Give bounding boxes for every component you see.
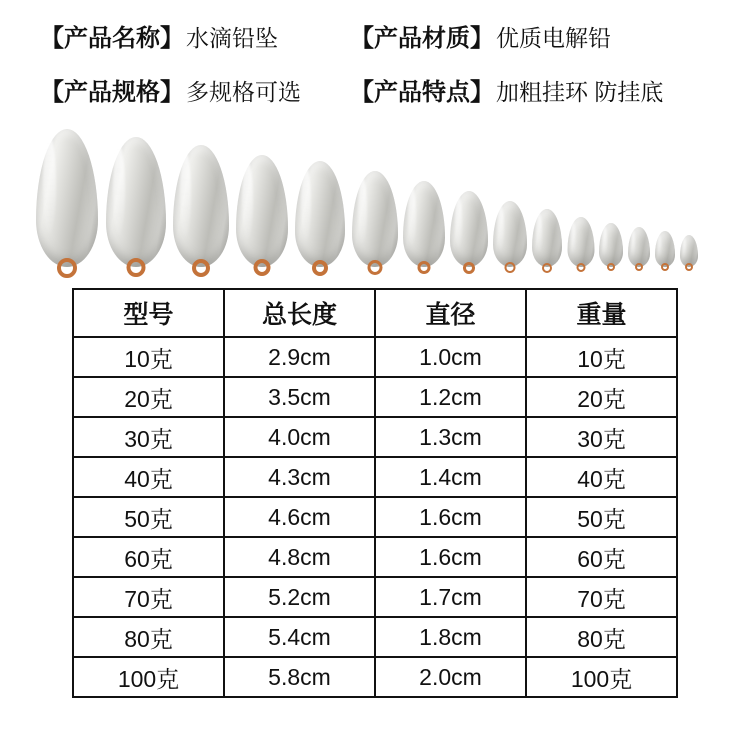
sinker-hanging-ring: [505, 262, 516, 273]
spec-value-product-material: 优质电解铅: [496, 25, 611, 51]
sinker-body: [599, 223, 623, 267]
spec-row-1: [40, 18, 720, 52]
sinker-15: [680, 231, 698, 283]
table-cell: 1.7cm: [375, 577, 526, 617]
table-row: [73, 497, 677, 537]
sinker-hanging-ring: [635, 263, 643, 271]
table-cell: 4.6cm: [224, 497, 375, 537]
sinker-12: [599, 219, 623, 283]
sinker-body: [106, 137, 166, 267]
table-cell: 10克: [73, 337, 224, 377]
table-cell: 70克: [526, 577, 677, 617]
spec-product-material: [350, 18, 611, 53]
sinker-13: [628, 223, 650, 283]
table-cell: 30克: [526, 417, 677, 457]
table-row: [73, 337, 677, 377]
table-cell: 40克: [73, 457, 224, 497]
table-cell: 20克: [526, 377, 677, 417]
spec-label-product-feature: 【产品特点】: [350, 79, 494, 106]
table-cell: 1.2cm: [375, 377, 526, 417]
table-cell: 3.5cm: [224, 377, 375, 417]
table-cell: 5.2cm: [224, 577, 375, 617]
table-cell: 1.6cm: [375, 537, 526, 577]
sinker-4: [236, 151, 288, 283]
sinker-body: [655, 231, 675, 267]
spec-product-size: [40, 72, 350, 107]
table-cell: 10克: [526, 337, 677, 377]
sinker-hanging-ring: [192, 259, 210, 277]
sinker-hanging-ring: [576, 263, 585, 272]
table-cell: 1.0cm: [375, 337, 526, 377]
sinker-illustration-row: [18, 108, 732, 283]
table-cell: 20克: [73, 377, 224, 417]
table-cell: 1.6cm: [375, 497, 526, 537]
sinker-body: [352, 171, 398, 267]
table-cell: 1.3cm: [375, 417, 526, 457]
table-cell: 100克: [526, 657, 677, 697]
table-row: [73, 577, 677, 617]
table-cell: 100克: [73, 657, 224, 697]
table-cell: 2.9cm: [224, 337, 375, 377]
sinker-body: [680, 235, 698, 267]
table-header-diameter: 直径: [375, 289, 526, 337]
sinker-hanging-ring: [542, 263, 552, 273]
sinker-hanging-ring: [254, 259, 271, 276]
sinker-body: [567, 217, 594, 267]
spec-label-product-size: 【产品规格】: [40, 79, 184, 106]
table-row: [73, 417, 677, 457]
spec-product-feature: [350, 72, 663, 107]
table-cell: 60克: [526, 537, 677, 577]
table-cell: 60克: [73, 537, 224, 577]
table-row: [73, 457, 677, 497]
table-header-length: 总长度: [224, 289, 375, 337]
table-header-model: 型号: [73, 289, 224, 337]
spec-label-product-name: 【产品名称】: [40, 25, 184, 52]
table-cell: 50克: [526, 497, 677, 537]
sinker-body: [36, 129, 98, 267]
spec-value-product-size: 多规格可选: [186, 79, 301, 105]
table-cell: 40克: [526, 457, 677, 497]
sinker-hanging-ring: [607, 263, 615, 271]
sinker-3: [173, 141, 229, 283]
sinker-hanging-ring: [312, 260, 328, 276]
table-cell: 4.3cm: [224, 457, 375, 497]
table-cell: 2.0cm: [375, 657, 526, 697]
table-cell: 1.8cm: [375, 617, 526, 657]
table-cell: 5.4cm: [224, 617, 375, 657]
spec-product-name: [40, 18, 350, 53]
sinker-hanging-ring: [661, 263, 669, 271]
sinker-hanging-ring: [57, 258, 77, 278]
table-cell: 30克: [73, 417, 224, 457]
sinker-9: [493, 197, 527, 283]
sinker-8: [450, 187, 488, 283]
sinker-body: [173, 145, 229, 267]
sinker-body: [628, 227, 650, 267]
spec-value-product-name: 水滴铅坠: [186, 25, 278, 51]
specification-table: [72, 288, 678, 698]
table-cell: 50克: [73, 497, 224, 537]
sinker-10: [532, 205, 562, 283]
spec-value-product-feature: 加粗挂环 防挂底: [496, 79, 664, 105]
sinker-hanging-ring: [685, 263, 693, 271]
table-cell: 5.8cm: [224, 657, 375, 697]
spec-row-2: [40, 72, 720, 106]
sinker-14: [655, 227, 675, 283]
sinker-hanging-ring: [418, 261, 431, 274]
sinker-2: [106, 133, 166, 283]
sinker-1: [36, 125, 98, 283]
table-row: [73, 377, 677, 417]
sinker-hanging-ring: [463, 262, 475, 274]
sinker-7: [403, 177, 445, 283]
table-cell: 80克: [526, 617, 677, 657]
table-cell: 80克: [73, 617, 224, 657]
spec-label-product-material: 【产品材质】: [350, 25, 494, 52]
table-cell: 1.4cm: [375, 457, 526, 497]
sinker-hanging-ring: [127, 258, 146, 277]
sinker-body: [532, 209, 562, 267]
table-cell: 4.8cm: [224, 537, 375, 577]
sinker-6: [352, 167, 398, 283]
table-cell: 4.0cm: [224, 417, 375, 457]
sinker-body: [236, 155, 288, 267]
table-cell: 70克: [73, 577, 224, 617]
table-row: [73, 657, 677, 697]
sinker-11: [567, 213, 594, 283]
sinker-5: [295, 157, 345, 283]
sinker-body: [403, 181, 445, 267]
table-header-weight: 重量: [526, 289, 677, 337]
sinker-hanging-ring: [368, 260, 383, 275]
sinker-body: [450, 191, 488, 267]
table-body: [73, 337, 677, 697]
table-header-row: [73, 289, 677, 337]
table-row: [73, 617, 677, 657]
table-row: [73, 537, 677, 577]
sinker-body: [493, 201, 527, 267]
sinker-body: [295, 161, 345, 267]
